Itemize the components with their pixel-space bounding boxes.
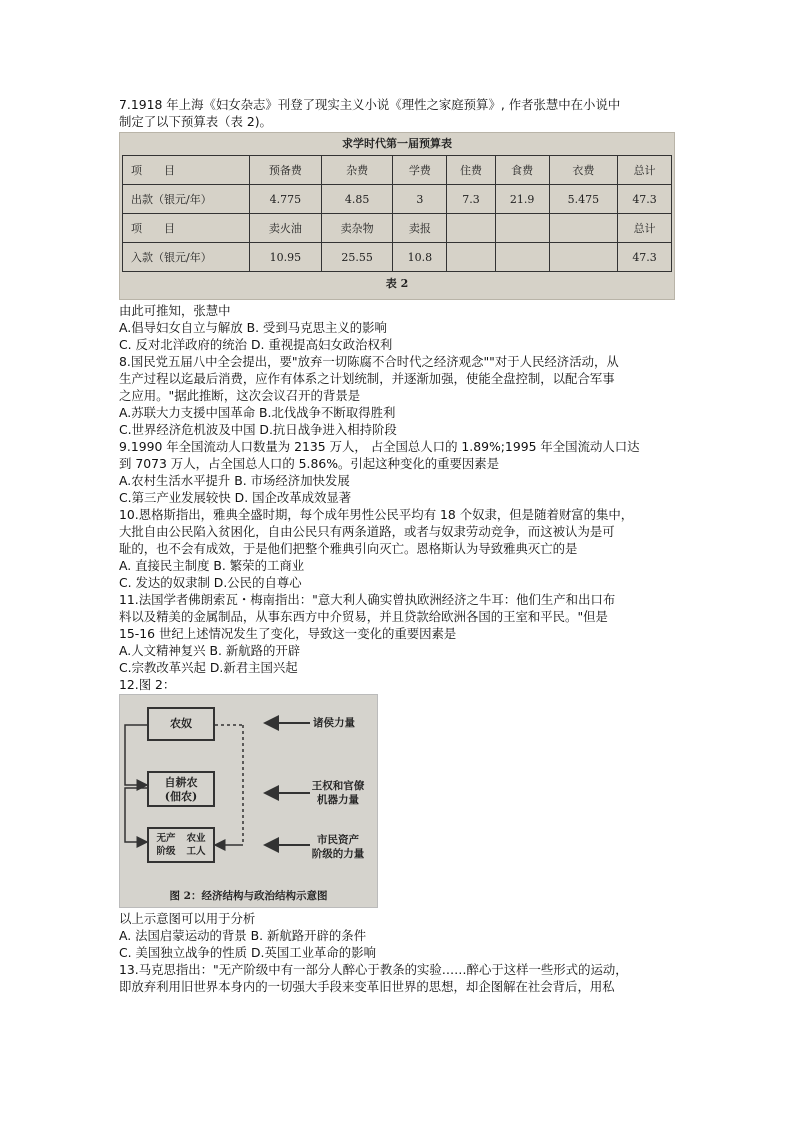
- bourgeoisie-force: [300, 833, 376, 861]
- serf-box: 农奴: [147, 707, 215, 741]
- proletariat-label-2: 阶级: [156, 846, 176, 857]
- q11-stem-line-1: 11.法国学者佛朗索瓦・梅南指出："意大利人确实曾执欧洲经济之牛耳：他们生产和出口布: [119, 592, 616, 607]
- budget-table-title: 求学时代第一届预算表: [342, 137, 452, 150]
- farmworker-label-1: 农业: [186, 833, 206, 844]
- table-cell: 住费: [447, 156, 496, 185]
- table-cell: 总计: [618, 214, 672, 243]
- table-row: [123, 243, 672, 272]
- table-cell: 3: [393, 185, 447, 214]
- q11-stem-line-3: 15-16 世纪上述情况发生了变化，导致这一变化的重要因素是: [119, 626, 457, 641]
- table-cell: [549, 214, 618, 243]
- table-cell: 10.8: [393, 243, 447, 272]
- table-cell: [495, 243, 549, 272]
- table-cell: 10.95: [250, 243, 322, 272]
- force3-line-2: 阶级的力量: [311, 848, 365, 860]
- table-cell: 25.55: [321, 243, 393, 272]
- q9-stem-line-1: 9.1990 年全国流动人口数量为 2135 万人， 占全国总人口的 1.89%;1995 年全国流动人口达: [119, 439, 640, 454]
- farmworker-label-2: 工人: [186, 846, 206, 857]
- q10-options-2: C. 发达的奴隶制 D.公民的自尊心: [119, 575, 302, 590]
- exam-page: [119, 96, 679, 995]
- q12-options-1: A. 法国启蒙运动的背景 B. 新航路开辟的条件: [119, 928, 367, 943]
- table-cell: 学费: [393, 156, 447, 185]
- table-cell: 衣费: [549, 156, 618, 185]
- table-cell: 47.3: [618, 185, 672, 214]
- force2-line-1: 王权和官僚: [311, 780, 365, 792]
- table-cell: 项 目: [123, 156, 250, 185]
- table-cell: 卖杂物: [321, 214, 393, 243]
- proletariat-box: [147, 827, 215, 863]
- table-cell: 21.9: [495, 185, 549, 214]
- table-cell: 预备费: [250, 156, 322, 185]
- table-cell: 出款（银元/年）: [123, 185, 250, 214]
- table-cell: 4.775: [250, 185, 322, 214]
- feudal-lords-force: 诸侯力量: [313, 717, 355, 729]
- table-cell: [447, 214, 496, 243]
- table-cell: [495, 214, 549, 243]
- q10-stem-line-3: 耻的，也不会有成效，于是他们把整个雅典引向灭亡。恩格斯认为导致雅典灭亡的是: [119, 541, 578, 556]
- q13-stem-line-1: 13.马克思指出："无产阶级中有一部分人醉心于教条的实验……醉心于这样一些形式的运动，: [119, 962, 628, 977]
- table-cell: [447, 243, 496, 272]
- table-cell: 卖火油: [250, 214, 322, 243]
- budget-table-photo: [119, 132, 675, 300]
- force2-line-2: 机器力量: [317, 794, 359, 806]
- table-cell: 7.3: [447, 185, 496, 214]
- q10-options-1: A. 直接民主制度 B. 繁荣的工商业: [119, 558, 305, 573]
- table-cell: 47.3: [618, 243, 672, 272]
- yeoman-label: 自耕农: [164, 776, 198, 789]
- q7-stem-line-1: 7.1918 年上海《妇女杂志》刊登了现实主义小说《理性之家庭预算》, 作者张慧中在小说中: [119, 97, 621, 112]
- q9-options-1: A.农村生活水平提升 B. 市场经济加快发展: [119, 473, 350, 488]
- table-cell: 总计: [618, 156, 672, 185]
- q12-options-2: C. 美国独立战争的性质 D.英国工业革命的影响: [119, 945, 376, 960]
- table-cell: 5.475: [549, 185, 618, 214]
- q9-options-2: C.第三产业发展较快 D. 国企改革成效显著: [119, 490, 352, 505]
- q7-options-2: C. 反对北洋政府的统治 D. 重视提高妇女政治权利: [119, 337, 393, 352]
- q10-stem-line-1: 10.恩格斯指出，雅典全盛时期，每个成年男性公民平均有 18 个奴隶，但是随着财富的集中，: [119, 507, 634, 522]
- crown-bureaucracy-force: [300, 779, 376, 807]
- q11-options-1: A.人文精神复兴 B. 新航路的开辟: [119, 643, 301, 658]
- table-cell: 4.85: [321, 185, 393, 214]
- diagram-caption: 图 2：经济结构与政治结构示意图: [169, 890, 328, 902]
- table-caption: 表 2: [385, 277, 409, 290]
- q8-options-1: A.苏联大力支援中国革命 B.北伐战争不断取得胜利: [119, 405, 396, 420]
- tenant-label: (佃农): [164, 790, 198, 803]
- q7-stem-line-2: 制定了以下预算表（表 2)。: [119, 114, 272, 129]
- yeoman-box: [147, 771, 215, 807]
- table-row: [123, 214, 672, 243]
- force3-line-1: 市民资产: [317, 834, 359, 846]
- q7-lead: 由此可推知，张慧中: [119, 303, 231, 318]
- q8-stem-line-2: 生产过程以迄最后消费，应作有体系之计划统制，并逐渐加强，使能全盘控制，以配合军事: [119, 371, 615, 386]
- q13-stem-line-2: 即放弃利用旧世界本身内的一切强大手段来变革旧世界的思想，却企图解在社会背后，用私: [119, 979, 615, 994]
- q12-stem: 12.图 2：: [119, 677, 176, 692]
- table-row: [123, 156, 672, 185]
- table-cell: [549, 243, 618, 272]
- economic-political-structure-diagram: [119, 694, 378, 908]
- table-cell: 入款（银元/年）: [123, 243, 250, 272]
- q11-options-2: C.宗教改革兴起 D.新君主国兴起: [119, 660, 298, 675]
- q9-stem-line-2: 到 7073 万人，占全国总人口的 5.86%。引起这种变化的重要因素是: [119, 456, 500, 471]
- q8-stem-line-1: 8.国民党五届八中全会提出，要"放弃一切陈腐不合时代之经济观念""对于人民经济活动，从: [119, 354, 619, 369]
- proletariat-label-1: 无产: [156, 833, 176, 844]
- table-cell: 杂费: [321, 156, 393, 185]
- q12-lead: 以上示意图可以用于分析: [119, 911, 256, 926]
- table-cell: 食费: [495, 156, 549, 185]
- budget-table: [122, 155, 672, 272]
- table-cell: 项 目: [123, 214, 250, 243]
- q7-options-1: A.倡导妇女自立与解放 B. 受到马克思主义的影响: [119, 320, 387, 335]
- q11-stem-line-2: 料以及精美的金属制品，从事东西方中介贸易，并且贷款给欧洲各国的王室和平民。"但是: [119, 609, 608, 624]
- q8-options-2: C.世界经济危机波及中国 D.抗日战争进入相持阶段: [119, 422, 397, 437]
- table-cell: 卖报: [393, 214, 447, 243]
- q10-stem-line-2: 大批自由公民陷入贫困化，自由公民只有两条道路，或者与奴隶劳动竞争，而这被认为是可: [119, 524, 615, 539]
- q8-stem-line-3: 之应用。"据此推断，这次会议召开的背景是: [119, 388, 361, 403]
- table-row: [123, 185, 672, 214]
